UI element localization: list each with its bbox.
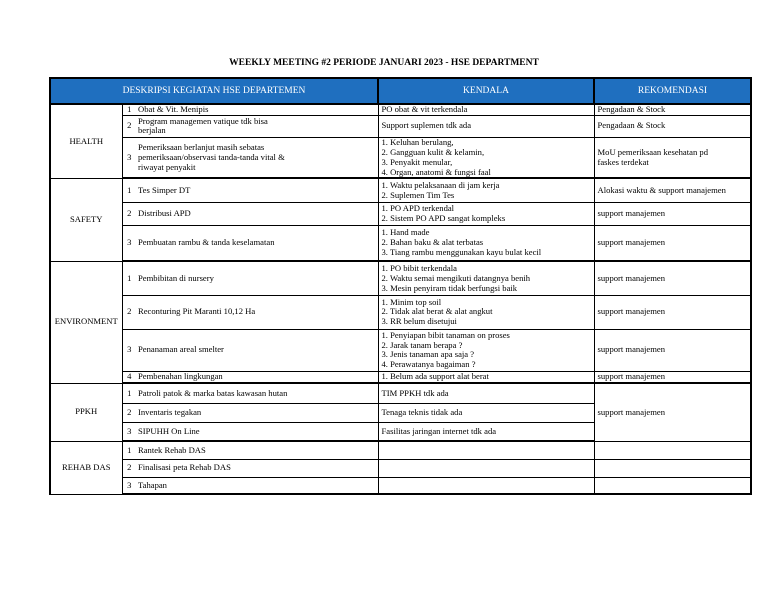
row-number: 4 xyxy=(122,371,136,383)
cell-line: Reconturing Pit Maranti 10,12 Ha xyxy=(138,306,256,317)
cell-line: Patroli patok & marka batas kawasan hutan xyxy=(138,387,288,398)
cell-line: faskes terdekat xyxy=(597,156,649,167)
cell-line: 3. Tiang rambu menggunakan kayu bulat kecil xyxy=(381,247,542,258)
kendala-cell xyxy=(378,104,594,115)
cell-line: 2. Waktu semai mengikuti datangnya benih xyxy=(381,272,531,283)
cell-line: 1. Waktu pelaksanaan di jam kerja xyxy=(381,179,500,190)
rekomendasi-cell xyxy=(594,115,751,137)
description-cell xyxy=(136,403,378,422)
cell-line: Fasilitas jaringan internet tdk ada xyxy=(381,425,497,436)
description-cell xyxy=(136,383,378,403)
cell-line: Rantek Rehab DAS xyxy=(138,444,206,455)
row-number: 1 xyxy=(122,441,136,459)
rekomendasi-cell xyxy=(594,202,751,225)
cell-line: MoU pemeriksaan kesehatan pd xyxy=(597,146,708,157)
row-number: 3 xyxy=(122,329,136,371)
description-cell xyxy=(136,178,378,202)
cell-line: support manajemen xyxy=(597,306,666,317)
table-row xyxy=(50,225,751,261)
kendala-cell xyxy=(378,383,594,403)
cell-line: berjalan xyxy=(138,125,166,136)
row-number: 3 xyxy=(122,477,136,494)
kendala-cell xyxy=(378,225,594,261)
table-body xyxy=(50,104,751,494)
cell-line: Alokasi waktu & support manajemen xyxy=(597,184,726,195)
category-cell: PPKH xyxy=(50,383,122,441)
description-cell xyxy=(136,329,378,371)
cell-line: Pengadaan & Stock xyxy=(597,120,666,131)
cell-line: Tenaga teknis tidak ada xyxy=(381,406,463,417)
cell-line: Finalisasi peta Rehab DAS xyxy=(138,462,231,473)
cell-line: Pembuatan rambu & tanda keselamatan xyxy=(138,237,275,248)
kendala-cell xyxy=(378,261,594,295)
cell-line: Penanaman areal smelter xyxy=(138,344,224,355)
cell-line: Support suplemen tdk ada xyxy=(381,120,472,131)
kendala-cell xyxy=(378,403,594,422)
table-row xyxy=(50,459,751,477)
kendala-cell xyxy=(378,477,594,494)
table-header-row xyxy=(50,78,751,104)
kendala-cell xyxy=(378,202,594,225)
rekomendasi-cell xyxy=(594,225,751,261)
row-number: 1 xyxy=(122,178,136,202)
cell-line: 2. Gangguan kulit & kelamin, xyxy=(381,146,485,157)
row-number: 2 xyxy=(122,403,136,422)
header-kendala: KENDALA xyxy=(378,78,594,104)
row-number: 1 xyxy=(122,104,136,115)
cell-line: Obat & Vit. Menipis xyxy=(138,104,209,114)
kendala-cell xyxy=(378,178,594,202)
cell-line: Distribusi APD xyxy=(138,207,191,218)
cell-line: 2. Jarak tanam berapa ? xyxy=(381,339,463,350)
description-cell xyxy=(136,441,378,459)
rekomendasi-cell xyxy=(594,329,751,371)
cell-line: riwayat penyakit xyxy=(138,161,196,172)
cell-line: Pemeriksaan berlanjut masih sebatas xyxy=(138,141,265,152)
hse-table xyxy=(49,77,752,495)
cell-line: PO obat & vit terkendala xyxy=(381,104,468,114)
rekomendasi-cell xyxy=(594,104,751,115)
description-cell xyxy=(136,371,378,383)
table-row xyxy=(50,441,751,459)
table-row xyxy=(50,329,751,371)
description-cell xyxy=(136,104,378,115)
row-number: 2 xyxy=(122,202,136,225)
rekomendasi-cell xyxy=(594,261,751,295)
table-row xyxy=(50,371,751,383)
cell-line: Tahapan xyxy=(138,479,167,490)
description-cell xyxy=(136,459,378,477)
rekomendasi-cell xyxy=(594,178,751,202)
row-number: 3 xyxy=(122,225,136,261)
description-cell xyxy=(136,422,378,441)
cell-line: Inventaris tegakan xyxy=(138,406,202,417)
description-cell xyxy=(136,261,378,295)
row-number: 1 xyxy=(122,383,136,403)
row-number: 2 xyxy=(122,115,136,137)
description-cell xyxy=(136,225,378,261)
kendala-cell xyxy=(378,441,594,459)
row-number: 1 xyxy=(122,261,136,295)
table-row xyxy=(50,178,751,202)
cell-line: TIM PPKH tdk ada xyxy=(381,387,449,398)
cell-line: Pengadaan & Stock xyxy=(597,104,666,114)
table-row xyxy=(50,115,751,137)
cell-line: Pembenahan lingkungan xyxy=(138,371,223,382)
category-cell: ENVIRONMENT xyxy=(50,261,122,383)
kendala-cell xyxy=(378,329,594,371)
rekomendasi-cell xyxy=(594,459,751,477)
cell-line: Pembibitan di nursery xyxy=(138,272,214,283)
cell-line: 2. Sistem PO APD sangat kompleks xyxy=(381,212,506,223)
cell-line: support manajemen xyxy=(597,207,666,218)
cell-line: 2. Suplemen Tim Tes xyxy=(381,189,455,200)
kendala-cell xyxy=(378,371,594,383)
cell-line: 2. Bahan baku & alat terbatas xyxy=(381,237,484,248)
rekomendasi-cell xyxy=(594,137,751,178)
row-number: 2 xyxy=(122,459,136,477)
cell-line: 1. Hand made xyxy=(381,227,430,238)
cell-line: pemeriksaan/observasi tanda-tanda vital & xyxy=(138,151,285,162)
table-row xyxy=(50,261,751,295)
category-cell: SAFETY xyxy=(50,178,122,261)
cell-line: 3. RR belum disetujui xyxy=(381,316,457,327)
cell-line: support manajemen xyxy=(597,272,666,283)
rekomendasi-cell: support manajemen xyxy=(594,383,751,441)
rekomendasi-cell xyxy=(594,477,751,494)
cell-line: 1. Belum ada support alat berat xyxy=(381,371,489,382)
description-cell xyxy=(136,477,378,494)
kendala-cell xyxy=(378,459,594,477)
category-cell: REHAB DAS xyxy=(50,441,122,494)
row-number: 2 xyxy=(122,295,136,329)
description-cell xyxy=(136,295,378,329)
document-title: WEEKLY MEETING #2 PERIODE JANUARI 2023 - HSE DEPARTMENT xyxy=(229,58,539,68)
kendala-cell xyxy=(378,295,594,329)
cell-line: 1. Keluhan berulang, xyxy=(381,136,454,147)
cell-line: 1. Penyiapan bibit tanaman on proses xyxy=(381,329,510,340)
rekomendasi-cell xyxy=(594,441,751,459)
cell-line: support manajemen xyxy=(597,344,666,355)
cell-line: 1. Minim top soil xyxy=(381,296,442,307)
cell-line: Tes Simper DT xyxy=(138,184,191,195)
kendala-cell xyxy=(378,422,594,441)
table-row xyxy=(50,104,751,115)
cell-line: support manajemen xyxy=(597,371,666,382)
cell-line: 3. Mesin penyiram tidak berfungsi baik xyxy=(381,282,518,293)
table-row xyxy=(50,383,751,403)
category-cell: HEALTH xyxy=(50,104,122,178)
description-cell xyxy=(136,137,378,178)
cell-line: Program managemen vatique tdk bisa xyxy=(138,115,268,126)
description-cell xyxy=(136,202,378,225)
table-row xyxy=(50,137,751,178)
description-cell xyxy=(136,115,378,137)
cell-line: 4. Perawatanya bagaiman ? xyxy=(381,359,476,370)
rekomendasi-cell xyxy=(594,371,751,383)
cell-line: 4. Organ, anatomi & fungsi faal xyxy=(381,166,491,177)
table-row xyxy=(50,295,751,329)
rekomendasi-cell xyxy=(594,295,751,329)
table-row xyxy=(50,477,751,494)
kendala-cell xyxy=(378,137,594,178)
cell-line: 2. Tidak alat berat & alat angkut xyxy=(381,306,493,317)
kendala-cell xyxy=(378,115,594,137)
row-number: 3 xyxy=(122,137,136,178)
table-row xyxy=(50,202,751,225)
header-rekomendasi: REKOMENDASI xyxy=(594,78,751,104)
cell-line: SIPUHH On Line xyxy=(138,425,200,436)
cell-line: 1. PO APD terkendal xyxy=(381,203,455,213)
row-number: 3 xyxy=(122,422,136,441)
cell-line: 3. Jenis tanaman apa saja ? xyxy=(381,349,475,360)
cell-line: support manajemen xyxy=(597,237,666,248)
header-deskripsi: DESKRIPSI KEGIATAN HSE DEPARTEMEN xyxy=(50,78,378,104)
cell-line: 1. PO bibit terkendala xyxy=(381,262,457,273)
cell-line: 3. Penyakit menular, xyxy=(381,156,453,167)
